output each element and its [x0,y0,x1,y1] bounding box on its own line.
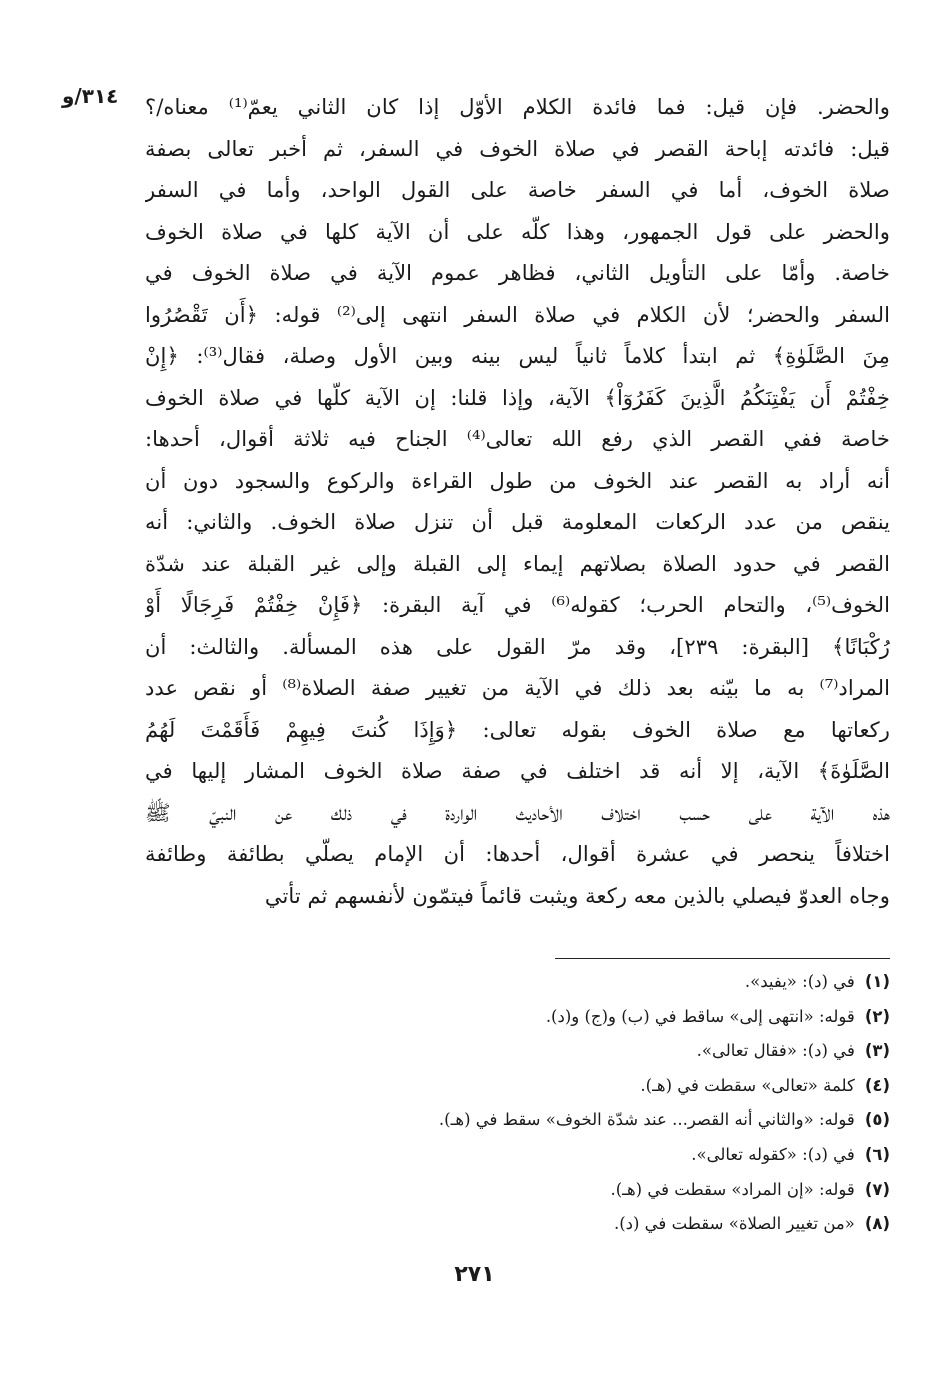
footnote-item [300,965,890,1000]
text-line: المراد⁽⁷⁾ به ما بيّنه بعد ذلك في الآية من تغيير صفة الصلاة⁽⁸⁾ أو نقص عدد [145,675,890,700]
footnote-number: (٣) [864,1041,890,1061]
text-line: الصَّلَوٰةَ﴾ الآية، إلا أنه قد اختلف في صفة صلاة الخوف المشار إليها في [145,758,890,783]
footnote-number: (٦) [864,1144,890,1164]
text-line: رُكْبَانًا﴾ [البقرة: ٢٣٩]، وقد مرّ القول على هذه المسألة. والثالث: أن [145,633,890,659]
text-line: السفر والحضر؛ لأن الكلام في صلاة السفر انتهى إلى⁽²⁾ قوله: ﴿أَن تَقْصُرُوا [145,301,890,327]
main-text-block [145,86,890,936]
footnote-item [300,1207,890,1242]
footnote-number: (٨) [864,1214,890,1234]
text-line: أنه أراد به القصر عند الخوف من طول القراءة والركوع والسجود دون أن [145,467,890,493]
text-line: وجاه العدوّ فيصلي بالذين معه ركعة ويثبت قائماً فيتمّون لأنفسهم ثم تأتي [264,882,890,908]
footnote-number: (٥) [864,1110,890,1130]
footnote-item [300,1173,890,1208]
page-number: ٢٧١ [454,1262,495,1287]
footnote-text: في (د): «كقوله تعالى». [691,1144,855,1164]
footnote-text: كلمة «تعالى» سقطت في (هـ). [640,1075,855,1095]
footnote-text: في (د): «يفيد». [744,972,855,991]
text-line: والحضر على قول الجمهور، وهذا كلّه على أن الآية كلها في صلاة الخوف [145,218,890,244]
text-line: صلاة الخوف، أما في السفر خاصة على القول الواحد، وأما في السفر [145,177,890,202]
footnote-text: في (د): «فقال تعالى». [696,1041,855,1061]
footnote-number: (٢) [864,1006,890,1026]
text-line: القصر في حدود الصلاة بصلاتهم إيماء إلى القبلة وإلى غير القبلة عند شدّة [145,550,890,576]
footnote-number: (٧) [864,1179,890,1199]
text-line: قيل: فائدته إباحة القصر في صلاة الخوف في السفر، ثم أخبر تعالى بصفة [145,135,890,161]
text-line: والحضر. فإن قيل: فما فائدة الكلام الأوّل إذا كان الثاني يعمّ⁽¹⁾ معناه/؟ [145,94,890,119]
footnote-item [300,1000,890,1035]
footnote-divider [555,958,890,959]
footnote-item [300,1138,890,1173]
text-line: هذه الآية على حسب اختلاف الأحاديث الواردة في ذلك عن النبيّ ﷺ [145,799,890,825]
footnote-item [300,1034,890,1069]
text-line: خاصة ففي القصر الذي رفع الله تعالى⁽⁴⁾ الجناح فيه ثلاثة أقوال، أحدها: [145,426,890,451]
text-line: ركعاتها مع صلاة الخوف بقوله تعالى: ﴿وَإِذَا كُنتَ فِيهِمْ فَأَقَمْتَ لَهُمُ [145,716,890,742]
manuscript-folio-reference: ٣١٤/و [62,84,119,108]
text-line: ينقص من عدد الركعات المعلومة قبل أن تنزل صلاة الخوف. والثاني: أنه [145,509,890,534]
text-line: خاصة. وأمّا على التأويل الثاني، فظاهر عموم الآية في صلاة الخوف في [145,260,890,285]
footnotes-block [300,965,890,1242]
footnote-number: (٤) [864,1075,890,1095]
footnote-item [300,1103,890,1138]
text-line: مِنَ الصَّلَوٰةِ﴾ ثم ابتدأ كلاماً ثانياً ليس بينه وبين الأول وصلة، فقال⁽³⁾: ﴿إِنْ [145,343,890,368]
text-line: اختلافاً ينحصر في عشرة أقوال، أحدها: أن الإمام يصلّي بطائفة وطائفة [145,841,890,866]
footnote-item [300,1069,890,1104]
footnote-text: قوله: «والثاني أنه القصر... عند شدّة الخوف» سقط في (هـ). [438,1110,855,1130]
footnote-text: قوله: «إن المراد» سقطت في (هـ). [610,1179,855,1199]
footnote-text: «من تغيير الصلاة» سقطت في (د). [613,1214,855,1234]
text-line: خِفْتُمْ أَن يَفْتِنَكُمُ الَّذِينَ كَفَرُوٓاْ﴾ الآية، وإذا قلنا: إن الآية كلّها في صلاة الخوف [145,384,890,410]
text-line: الخوف⁽⁵⁾، والتحام الحرب؛ كقوله⁽⁶⁾ في آية البقرة: ﴿فَإِنْ خِفْتُمْ فَرِجَالًا أَوْ [145,592,890,617]
footnote-text: قوله: «انتهى إلى» ساقط في (ب) و(ج) و(د). [545,1006,855,1026]
footnote-number: (١) [864,972,890,991]
